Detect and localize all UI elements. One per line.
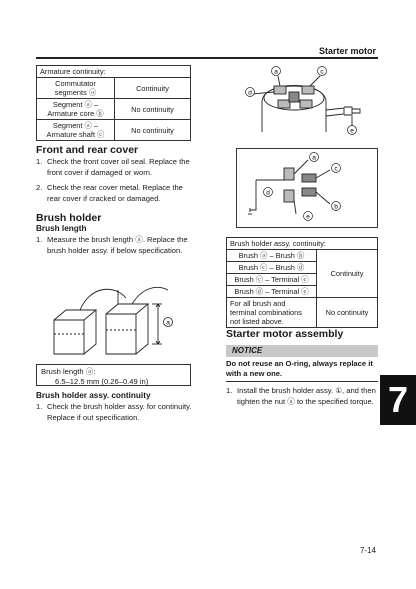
table-row — [227, 298, 378, 328]
table-cell: Brush ⓒ – Terminal ⓔ — [227, 274, 317, 286]
chapter-tab: 7 — [380, 375, 416, 425]
list-item — [36, 183, 196, 204]
step-text: Install the brush holder assy. ①, and then tighten the nut ⓐ to the specified torque. — [237, 386, 376, 406]
table-row — [227, 250, 378, 262]
table-cell: Brush ⓐ – Brush ⓑ — [227, 250, 317, 262]
step-number: 1. — [36, 235, 43, 244]
brush-holder-continuity-table — [226, 237, 378, 328]
label-c: c — [334, 165, 338, 173]
table-cell: Commutator segments ⓐ — [37, 78, 115, 99]
continuity-schematic — [236, 148, 378, 228]
list-item — [226, 386, 378, 407]
page-header-title: Starter motor — [318, 46, 376, 56]
label-b: b — [334, 203, 338, 211]
table-row — [37, 99, 191, 120]
table-cell: Segment ⓐ – Armature shaft ⓒ — [37, 120, 115, 141]
notice-rule — [226, 381, 378, 382]
label-c: c — [320, 68, 324, 76]
label-d: d — [266, 189, 270, 197]
label-e: e — [350, 127, 354, 135]
table-cell: No continuity — [115, 99, 191, 120]
step-number: 1. — [36, 157, 43, 166]
subheading-brush-length: Brush length — [36, 224, 87, 233]
notice-text: Do not reuse an O-ring, always replace it with a new one. — [226, 359, 373, 378]
table-cell: No continuity — [115, 120, 191, 141]
table-row — [37, 120, 191, 141]
spec-label: Brush length ⓐ: — [41, 367, 96, 376]
list-item — [36, 157, 196, 178]
table-cell: Segment ⓐ – Armature core ⓑ — [37, 99, 115, 120]
table-cell: Continuity — [317, 250, 378, 298]
table-cell: No continuity — [317, 298, 378, 328]
brush-holder-illustration — [244, 62, 368, 142]
table-cell: Brush ⓓ – Terminal ⓔ — [227, 286, 317, 298]
notice-badge: NOTICE — [226, 345, 378, 357]
step-number: 2. — [36, 183, 43, 192]
table-caption: Brush holder assy. continuity: — [227, 238, 378, 250]
step-text: Check the brush holder assy. for continuity. Replace if out specification. — [47, 402, 192, 422]
step-text: Measure the brush length ⓐ. Replace the brush holder assy. if below specification. — [47, 235, 188, 255]
section-heading-covers: Front and rear cover — [36, 144, 139, 156]
table-cell: Continuity — [115, 78, 191, 99]
list-item — [36, 235, 196, 256]
table-cell: Brush ⓒ – Brush ⓓ — [227, 262, 317, 274]
step-number: 1. — [226, 386, 233, 395]
list-item — [36, 402, 196, 423]
step-number: 1. — [36, 402, 43, 411]
header-rule — [36, 57, 378, 59]
brush-length-spec-box — [36, 364, 191, 386]
label-d: d — [248, 89, 252, 97]
section-heading-assembly: Starter motor assembly — [226, 328, 344, 340]
label-a: a — [312, 154, 316, 162]
brush-length-illustration — [44, 280, 184, 360]
spec-value: 6.5–12.5 mm (0.26–0.49 in) — [55, 377, 149, 386]
label-e: e — [306, 213, 310, 221]
label-a: a — [274, 68, 278, 76]
table-caption: Armature continuity: — [37, 66, 191, 78]
step-text: Check the rear cover metal. Replace the rear cover if cracked or damaged. — [47, 183, 183, 203]
table-cell: For all brush and terminal combinations not listed above. — [227, 298, 317, 328]
page-number: 7-14 — [359, 546, 376, 555]
table-row — [37, 78, 191, 99]
subheading-brush-continuity: Brush holder assy. continuity — [36, 391, 151, 400]
step-text: Check the front cover oil seal. Replace the front cover if damaged or worn. — [47, 157, 190, 177]
section-heading-brush-holder: Brush holder — [36, 212, 102, 224]
armature-continuity-table — [36, 65, 191, 141]
svg-text:a: a — [166, 319, 170, 327]
